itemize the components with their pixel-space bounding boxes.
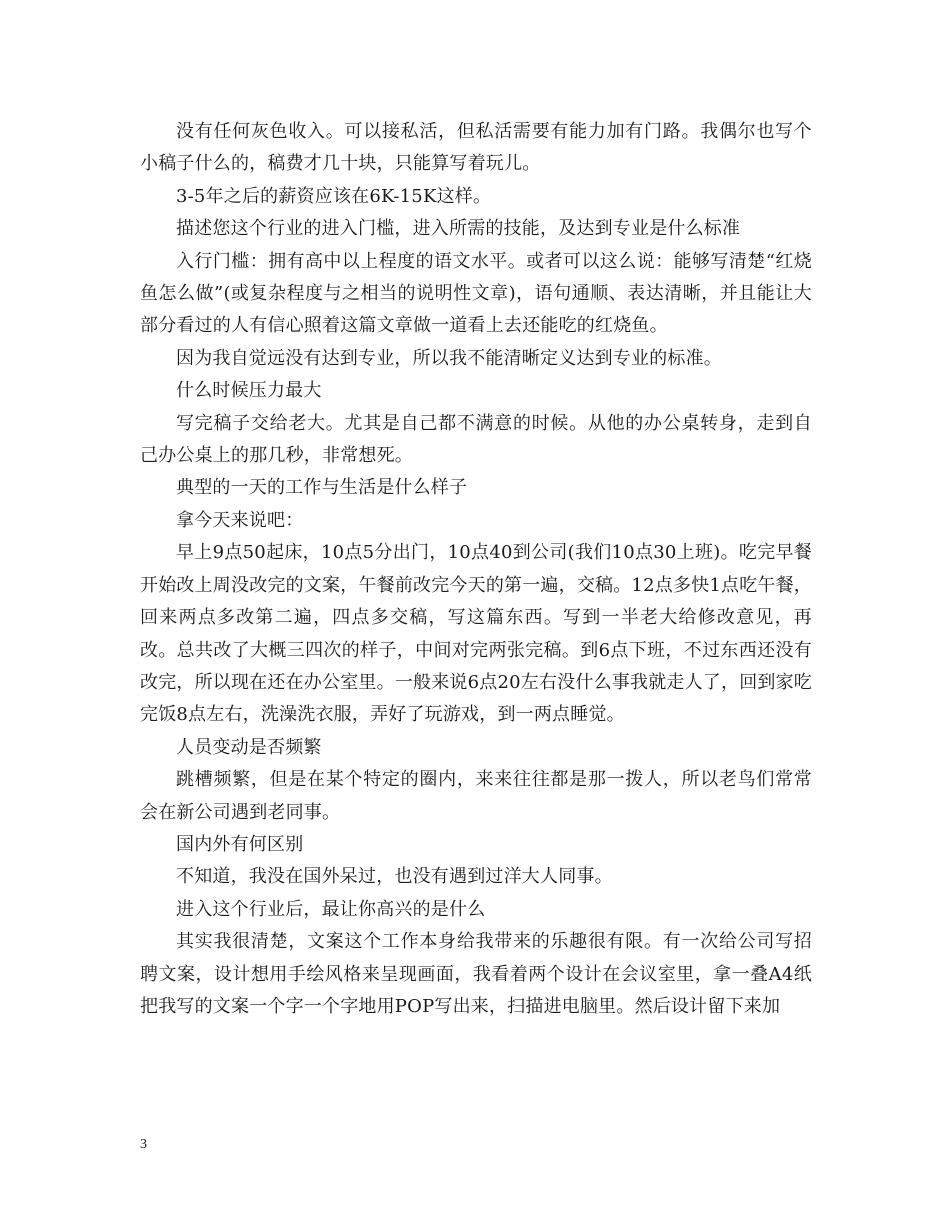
question-happiest-moment: 进入这个行业后，最让你高兴的是什么 <box>176 898 486 920</box>
paragraph-typical-day: 早上9点50起床，10点5分出门，10点40到公司(我们10点30上班)。吃完早餐开始改上周没改完的文案，午餐前改完今天的第一遍，交稿。12点多快1点吃午餐，回来两点多改第二遍，四点多交稿，写这篇东西。写到一半老大给修改意见，再改。总共改了大概三四次的样子，中间对完两张完稿。到6点下班，不过东西还没有改完，所以现在还在办公室里。一般来说6点20左右没什么事我就走人了，回到家吃完饭8点左右，洗澡洗衣服，弄好了玩游戏，到一两点睡觉。 <box>140 542 812 726</box>
paragraph-domestic-vs-abroad: 不知道，我没在国外呆过，也没有遇到过洋大人同事。 <box>176 866 613 888</box>
paragraph-entry-threshold: 入行门槛：拥有高中以上程度的语文水平。或者可以这么说：能够写清楚“红烧鱼怎么做”(或复杂程度与之相当的说明性文章)，语句通顺、表达清晰，并且能让大部分看过的人有信心照着这篇文章做一道看上去还能吃的红烧鱼。 <box>140 250 812 337</box>
question-domestic-vs-abroad: 国内外有何区别 <box>176 833 304 855</box>
question-pressure: 什么时候压力最大 <box>176 380 322 402</box>
page-number: 3 <box>140 1137 147 1152</box>
paragraph-today-intro: 拿今天来说吧： <box>176 509 304 531</box>
paragraph-happiest-moment: 其实我很清楚，文案这个工作本身给我带来的乐趣很有限。有一次给公司写招聘文案，设计想用手绘风格来呈现画面，我看着两个设计在会议室里，拿一叠A4纸把我写的文案一个字一个字地用POP写出来，扫描进电脑里。然后设计留下来加 <box>140 931 812 1017</box>
paragraph-professional-standard: 因为我自觉远没有达到专业，所以我不能清晰定义达到专业的标准。 <box>176 347 722 369</box>
document-body <box>140 116 812 1023</box>
paragraph-grey-income: 没有任何灰色收入。可以接私活，但私活需要有能力加有门路。我偶尔也写个小稿子什么的，稿费才几十块，只能算写着玩儿。 <box>140 121 812 175</box>
question-typical-day: 典型的一天的工作与生活是什么样子 <box>176 477 468 499</box>
question-turnover: 人员变动是否频繁 <box>176 736 322 758</box>
question-entry-threshold: 描述您这个行业的进入门槛，进入所需的技能，及达到专业是什么标准 <box>176 218 741 240</box>
paragraph-pressure: 写完稿子交给老大。尤其是自己都不满意的时候。从他的办公桌转身，走到自己办公桌上的那几秒，非常想死。 <box>140 412 812 467</box>
paragraph-salary-outlook: 3-5年之后的薪资应该在6K-15K这样。 <box>176 185 492 207</box>
paragraph-turnover: 跳槽频繁，但是在某个特定的圈内，来来往往都是那一拨人，所以老鸟们常常会在新公司遇到老同事。 <box>140 769 812 823</box>
